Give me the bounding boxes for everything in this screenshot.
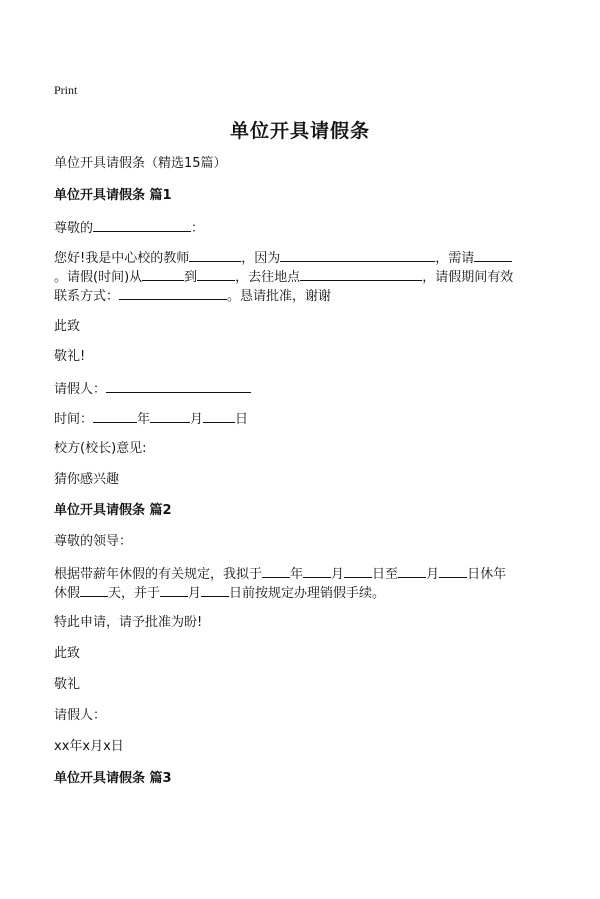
section-1-heading: 单位开具请假条 篇1: [54, 188, 172, 203]
section-1-closing-1: 此致: [54, 319, 81, 334]
section-1-extra-link[interactable]: 猜你感兴趣: [54, 472, 120, 487]
day-blank: [203, 409, 235, 423]
body-text: ，因为: [241, 251, 281, 266]
body-text: 月: [426, 567, 440, 582]
return-month-blank: [160, 583, 188, 597]
body-text: ，去往地点: [235, 270, 301, 285]
time-label: 时间：: [54, 412, 94, 427]
section-2-date: xx年x月x日: [54, 739, 124, 754]
applicant-label: 请假人：: [54, 382, 107, 397]
year-blank: [262, 564, 290, 578]
body-text: 天，并于: [108, 586, 161, 601]
section-2-applicant: 请假人：: [54, 708, 107, 723]
body-text: ，需请: [435, 251, 475, 266]
print-label[interactable]: Print: [54, 83, 78, 97]
section-1-body-line-2: [54, 267, 513, 287]
month-blank: [303, 564, 331, 578]
body-text: 联系方式：: [54, 289, 120, 304]
section-1-salutation: [54, 218, 204, 238]
section-1-applicant: [54, 379, 251, 399]
name-blank: [93, 218, 191, 232]
body-text: ，请假期间有效: [422, 270, 514, 285]
section-1-body-line-1: [54, 248, 512, 268]
section-3-heading: 单位开具请假条 篇3: [54, 771, 172, 786]
body-text: 休假: [54, 586, 81, 601]
body-text: 日休年: [467, 567, 507, 582]
days-blank: [80, 583, 108, 597]
body-text: 日前按规定办理销假手续。: [229, 586, 386, 601]
year-blank: [93, 409, 137, 423]
document-title: 单位开具请假条: [229, 120, 370, 142]
reason-blank: [280, 248, 435, 262]
destination-blank: [300, 267, 422, 281]
teacher-name-blank: [189, 248, 241, 262]
applicant-blank: [106, 379, 251, 393]
section-2-request: 特此申请，请予批准为盼!: [54, 615, 203, 630]
return-day-blank: [201, 583, 229, 597]
day-label: 日: [235, 412, 249, 427]
body-text: 年: [290, 567, 304, 582]
day-blank: [344, 564, 372, 578]
month-label: 月: [190, 412, 204, 427]
section-2-salutation: 尊敬的领导：: [54, 534, 133, 549]
body-text: 到: [184, 270, 198, 285]
body-text: 日至: [372, 567, 399, 582]
section-2-heading: 单位开具请假条 篇2: [54, 503, 172, 518]
to-date-blank: [197, 267, 235, 281]
body-text: 。请假(时间)从: [54, 270, 143, 285]
section-2-body-line-1: [54, 564, 506, 584]
body-text: 月: [331, 567, 345, 582]
section-1-time: [54, 409, 248, 429]
salutation-suffix: ：: [191, 221, 205, 236]
salutation-prefix: 尊敬的: [54, 221, 94, 236]
end-day-blank: [439, 564, 467, 578]
from-date-blank: [142, 267, 184, 281]
end-month-blank: [398, 564, 426, 578]
section-2-closing-2: 敬礼: [54, 677, 81, 692]
body-text: 月: [188, 586, 202, 601]
body-text: 根据带薪年休假的有关规定，我拟于: [54, 567, 263, 582]
year-label: 年: [137, 412, 151, 427]
section-2-closing-1: 此致: [54, 646, 81, 661]
leave-type-blank: [474, 248, 512, 262]
document-subtitle: 单位开具请假条（精选15篇）: [54, 156, 227, 171]
body-text: 您好!我是中心校的教师: [54, 251, 190, 266]
month-blank: [150, 409, 190, 423]
body-text: 。恳请批准，谢谢: [227, 289, 332, 304]
section-1-closing-2: 敬礼!: [54, 349, 86, 364]
section-1-principal-opinion: 校方(校长)意见:: [54, 441, 147, 456]
contact-blank: [119, 286, 227, 300]
section-1-body-line-3: [54, 286, 331, 306]
section-2-body-line-2: [54, 583, 385, 603]
